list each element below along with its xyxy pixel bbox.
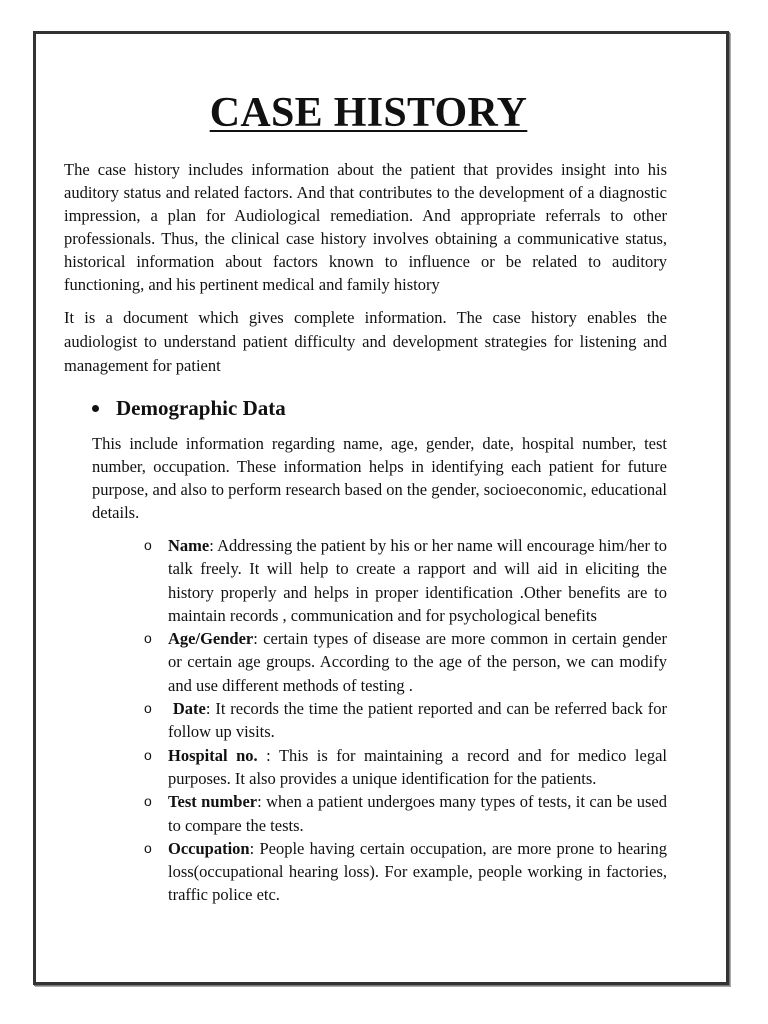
list-item-text: : when a patient undergoes many types of tests, it can be used to compare the tests. bbox=[168, 792, 667, 835]
circle-bullet-icon: o bbox=[144, 537, 152, 553]
section-intro-paragraph: This include information regarding name, age, gender, date, hospital number, test number, occupation. These information helps in identifying each patient for future purpose, and also to perform research based on the gender, socioeconomic, educational details. bbox=[92, 434, 667, 522]
list-item-term: Test number bbox=[168, 792, 258, 812]
list-item-term: Age/Gender bbox=[168, 629, 254, 649]
list-item-test-number bbox=[144, 790, 667, 837]
document-content bbox=[64, 86, 667, 907]
circle-bullet-icon: o bbox=[144, 700, 152, 717]
section-heading-demographic bbox=[92, 394, 667, 422]
list-item-term: Name bbox=[168, 536, 210, 555]
intro-paragraph-1: The case history includes information about the patient that provides insight into his auditory status and related factors. And that contributes to the development of a diagnostic impression, a plan for Audiological remediation. And appropriate referrals to other professionals. Thus, the clinical case history involves obtaining a communicative status, historical information about factors known to influence or be related to auditory functioning, and his pertinent medical and family history bbox=[64, 160, 667, 294]
list-item-term: Hospital no. bbox=[168, 745, 258, 765]
list-item-term: Occupation bbox=[168, 838, 250, 858]
demographic-items-list bbox=[64, 534, 667, 907]
intro-paragraph-2: It is a document which gives complete information. The case history enables the audiologist to understand patient difficulty and development strategies for listening and management for patient bbox=[64, 308, 667, 375]
page-title: CASE HISTORY bbox=[209, 90, 528, 136]
list-item-hospital-no bbox=[144, 744, 667, 791]
list-item-name bbox=[144, 534, 667, 627]
list-item-text: : certain types of disease are more common in certain gender or certain age groups. According to the age of the person, we can modify and use different methods of testing . bbox=[168, 629, 667, 695]
list-item-text: : People having certain occupation, are more prone to hearing loss(occupational hearing loss). For example, people working in factories, traffic police etc. bbox=[168, 838, 667, 905]
section-heading-text: Demographic Data bbox=[116, 396, 286, 420]
circle-bullet-icon: o bbox=[144, 793, 152, 810]
list-item-text: : It records the time the patient reported and can be referred back for follow up visits. bbox=[168, 699, 667, 742]
list-item-age-gender bbox=[144, 627, 667, 697]
bullet-icon bbox=[92, 405, 99, 412]
circle-bullet-icon: o bbox=[144, 630, 152, 647]
list-item-term: Date bbox=[168, 699, 206, 719]
circle-bullet-icon: o bbox=[144, 839, 152, 856]
circle-bullet-icon: o bbox=[144, 746, 152, 763]
list-item-text: : This is for maintaining a record and for medico legal purposes. It also provides a unique identification for the patients. bbox=[168, 745, 667, 788]
list-item-text: : Addressing the patient by his or her name will encourage him/her to talk freely. It will help to create a rapport and will aid in eliciting the history properly and helps in proper identification .Other benefits are to maintain records , communication and for psychological benefits bbox=[168, 536, 667, 625]
list-item-date bbox=[144, 697, 667, 744]
list-item-occupation bbox=[144, 837, 667, 907]
